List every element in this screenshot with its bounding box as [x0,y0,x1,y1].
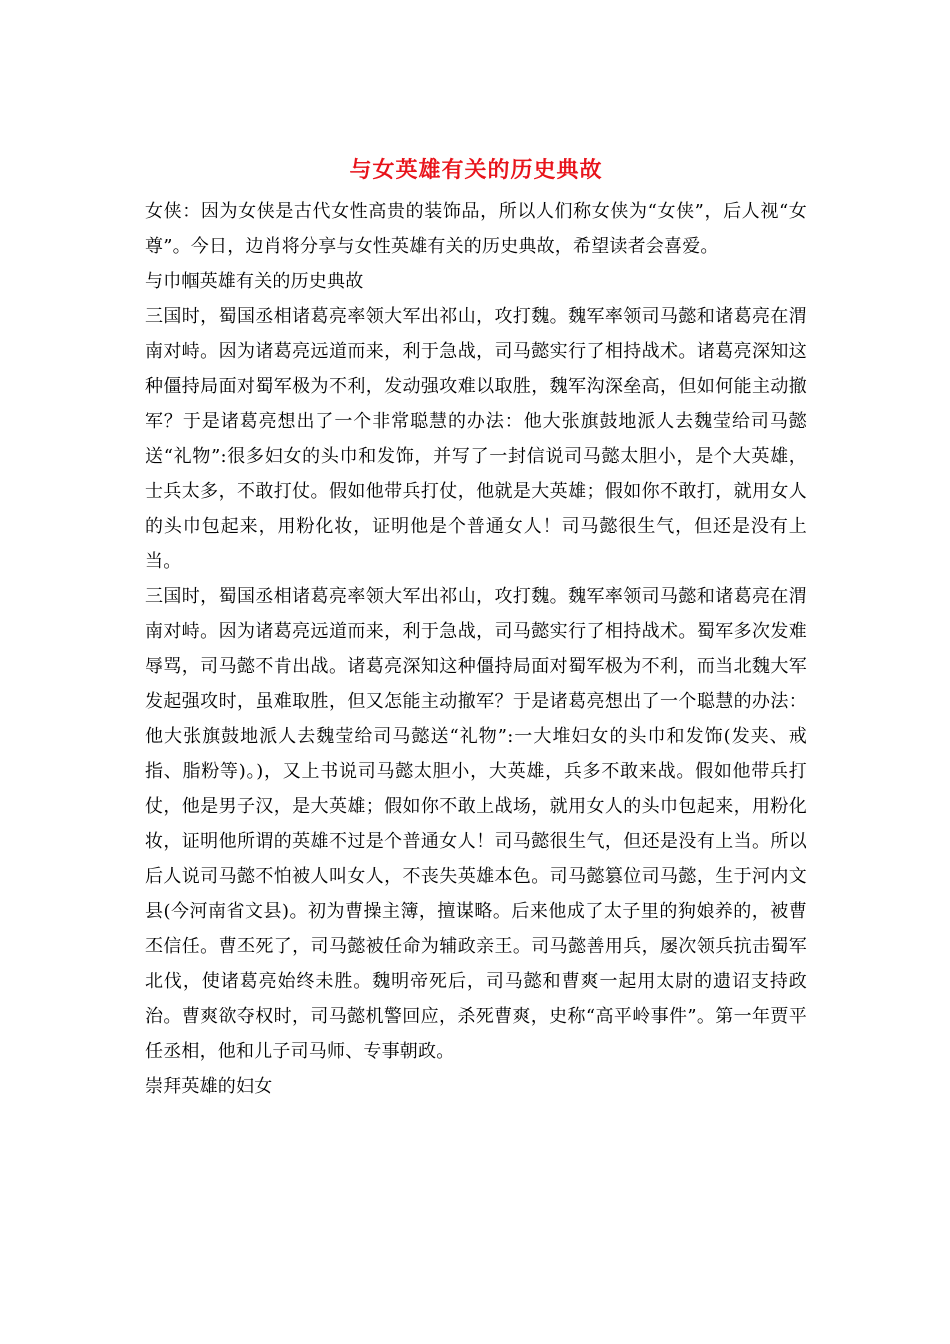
story-paragraph-2: 三国时，蜀国丞相诸葛亮率领大军出祁山，攻打魏。魏军率领司马懿和诸葛亮在渭南对峙。因为诸葛亮远道而来，利于急战，司马懿实行了相持战术。蜀军多次发难辱骂，司马懿不肯出战。诸葛亮深知这种僵持局面对蜀军极为不利，而当北魏大军发起强攻时，虽难取胜，但又怎能主动撤军？于是诸葛亮想出了一个聪慧的办法：他大张旗鼓地派人去魏莹给司马懿送“礼物”:一大堆妇女的头巾和发饰(发夹、戒指、脂粉等)。)，又上书说司马懿太胆小，大英雄，兵多不敢来战。假如他带兵打仗，他是男子汉，是大英雄；假如你不敢上战场，就用女人的头巾包起来，用粉化妆，证明他所谓的英雄不过是个普通女人！司马懿很生气，但还是没有上当。所以后人说司马懿不怕被人叫女人，不丧失英雄本色。司马懿篡位司马懿，生于河内文县(今河南省文县)。初为曹操主簿，擅谋略。后来他成了太子里的狗娘养的，被曹丕信任。曹丕死了，司马懿被任命为辅政亲王。司马懿善用兵，屡次领兵抗击蜀军北伐，使诸葛亮始终未胜。魏明帝死后，司马懿和曹爽一起用太尉的遗诏支持政治。曹爽欲夺权时，司马懿机警回应，杀死曹爽，史称“高平岭事件”。第一年贾平任丞相，他和儿子司马师、专事朝政。 [145,586,807,1062]
document-page [145,150,807,1104]
document-title: 与女英雄有关的历史典故 [349,157,603,183]
intro-paragraph: 女侠：因为女侠是古代女性高贵的装饰品，所以人们称女侠为“女侠”，后人视“女尊”。今日，边肖将分享与女性英雄有关的历史典故，希望读者会喜爱。 [145,201,807,257]
story-paragraph-1: 三国时，蜀国丞相诸葛亮率领大军出祁山，攻打魏。魏军率领司马懿和诸葛亮在渭南对峙。因为诸葛亮远道而来，利于急战，司马懿实行了相持战术。诸葛亮深知这种僵持局面对蜀军极为不利，发动强攻难以取胜，魏军沟深垒高，但如何能主动撤军？于是诸葛亮想出了一个非常聪慧的办法：他大张旗鼓地派人去魏莹给司马懿送“礼物”:很多妇女的头巾和发饰，并写了一封信说司马懿太胆小，是个大英雄，士兵太多，不敢打仗。假如他带兵打仗，他就是大英雄；假如你不敢打，就用女人的头巾包起来，用粉化妆，证明他是个普通女人！司马懿很生气，但还是没有上当。 [145,306,807,572]
closing-heading: 崇拜英雄的妇女 [145,1076,273,1097]
section-heading: 与巾帼英雄有关的历史典故 [145,271,364,292]
